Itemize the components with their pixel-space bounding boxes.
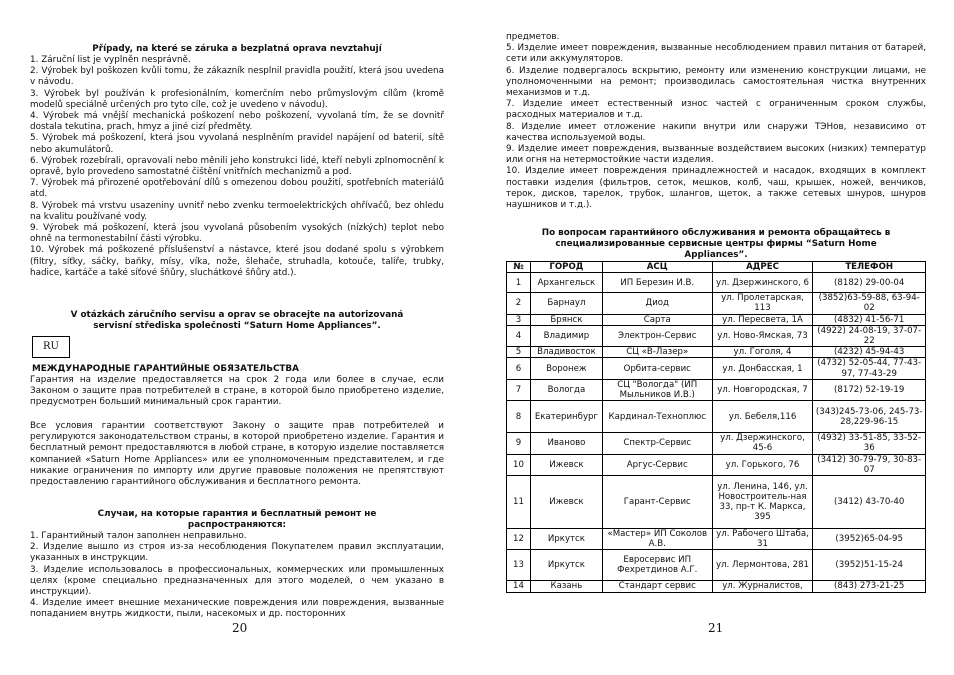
table-cell: ул. Бебеля,116 (712, 401, 813, 433)
ru-paragraph-1: Гарантия на изделие предоставляется на срок 2 года или более в случае, если Законом о защите прав потребителей в стране, в которой было приобретено изделие, предусмотрен больший минимальный срок гарантии. (30, 375, 444, 408)
column-header-phone: ТЕЛЕФОН (813, 262, 926, 273)
table-cell: Сарта (602, 314, 712, 325)
table-cell: Евросервис ИП Фехретдинов А.Г. (602, 550, 712, 581)
table-row (507, 454, 926, 475)
table-cell: ул. Дзержинского, 45-6 (712, 433, 813, 454)
table-cell: (3412) 43-70-40 (813, 476, 926, 529)
list-item: 4. Изделие имеет внешние механические повреждения или повреждения, вызванные попаданием внутрь жидкости, пыли, насекомых и др. посторонних (30, 598, 444, 620)
list-item: 9. Výrobek má poškození, která jsou vyvolaná působením vysokých (nízkých) teplot nebo ohně na termonestabilní části výrobku. (30, 223, 444, 245)
table-cell: ул. Гоголя, 4 (712, 347, 813, 358)
column-header-number: № (507, 262, 531, 273)
table-cell: ул. Рабочего Штаба, 31 (712, 529, 813, 550)
list-item: 6. Изделие подвергалось вскрытию, ремонту или изменению конструкции лицами, не уполномоченными на ремонт; производилась самостоятельная чистка внутренних механизмов и т.д. (506, 65, 926, 99)
table-cell: Ижевск (530, 476, 602, 529)
table-cell: 4 (507, 325, 531, 346)
table-cell: Орбита-сервис (602, 358, 712, 379)
list-item: 2. Výrobek byl poškozen kvůli tomu, že zákazník nesplnil pravidla použití, která jsou uvedena v návodu. (30, 66, 444, 88)
table-cell: ул. Пролетарская, 113 (712, 293, 813, 314)
table-cell: Казань (530, 581, 602, 592)
table-cell: Владимир (530, 325, 602, 346)
table-row (507, 401, 926, 433)
table-cell: (3952)51-15-24 (813, 550, 926, 581)
table-cell: ул. Ново-Ямская, 73 (712, 325, 813, 346)
service-centers-table (506, 261, 926, 593)
list-item: 1. Záruční list je vyplněn nesprávně. (30, 55, 191, 65)
table-cell: (4932) 33-51-85, 33-52-36 (813, 433, 926, 454)
column-header-center: АСЦ (602, 262, 712, 273)
ru-cases-heading: Случаи, на которые гарантия и бесплатный ремонт не распространяются: (97, 509, 377, 531)
table-cell: (4232) 45-94-43 (813, 347, 926, 358)
table-cell: (3852)63-59-88, 63-94-02 (813, 293, 926, 314)
table-body (507, 273, 926, 592)
table-cell: Владивосток (530, 347, 602, 358)
list-item: 3. Výrobek byl používán k profesionálním, komerčním nebo průmyslovým cílům (kromě modelů speciálně určených pro tyto cíle, což je uvedeno v návodu). (30, 88, 444, 110)
list-item: 5. Výrobek má poškození, která jsou vyvolaná nesplněním pravidel napájení od baterií, sítě nebo akumulátorů. (30, 133, 444, 155)
table-cell: 9 (507, 433, 531, 454)
table-cell: Иркутск (530, 550, 602, 581)
list-item: 2. Изделие вышло из строя из-за несоблюдения Покупателем правил эксплуатации, указанных в инструкции. (30, 542, 444, 564)
table-cell: Электрон-Сервис (602, 325, 712, 346)
table-cell: ул. Журналистов, (712, 581, 813, 592)
table-cell: 5 (507, 347, 531, 358)
table-cell: Спектр-Сервис (602, 433, 712, 454)
table-cell: (8172) 52-19-19 (813, 379, 926, 400)
table-cell: 1 (507, 273, 531, 293)
table-cell: 10 (507, 454, 531, 475)
table-cell: Воронеж (530, 358, 602, 379)
table-cell: 2 (507, 293, 531, 314)
table-cell: (343)245-73-06, 245-73-28,229-96-15 (813, 401, 926, 433)
table-row (507, 433, 926, 454)
table-cell: 8 (507, 401, 531, 433)
cz-list (30, 55, 444, 279)
cz-heading: Případy, na které se záruka a bezplatná oprava nevztahují (92, 44, 382, 54)
table-row (507, 581, 926, 592)
list-item: 7. Изделие имеет естественный износ частей с ограниченным сроком службы, расходных материалов и т.д. (506, 99, 926, 121)
ru-list (30, 531, 444, 621)
table-row (507, 325, 926, 346)
table-cell: (3412) 30-79-79, 30-83-07 (813, 454, 926, 475)
table-cell: Екатеринбург (530, 401, 602, 433)
list-item: 10. Изделие имеет повреждения принадлежностей и насадок, входящих в комплект поставки изделия (фильтров, сеток, мешков, колб, чаш, крышек, ножей, венчиков, терок, дисков, тарелок, трубок, шлангов, щеток, а также сетевых шнуров, шнуров наушников и т.д.). (506, 166, 926, 211)
page-number-right: 21 (708, 621, 724, 635)
table-cell: (4832) 41-56-71 (813, 314, 926, 325)
table-row (507, 529, 926, 550)
table-cell: ул. Новгородская, 7 (712, 379, 813, 400)
table-row (507, 550, 926, 581)
table-cell: ул. Дзержинского, 6 (712, 273, 813, 293)
list-item: 8. Изделие имеет отложение накипи внутри или снаружи ТЭНов, независимо от качества используемой воды. (506, 121, 926, 143)
table-row (507, 358, 926, 379)
list-item: 1. Гарантийный талон заполнен неправильно. (30, 531, 247, 541)
table-row (507, 293, 926, 314)
table-cell: 3 (507, 314, 531, 325)
table-row (507, 314, 926, 325)
table-row (507, 347, 926, 358)
table-cell: Ижевск (530, 454, 602, 475)
ru-list-continued (506, 32, 926, 211)
table-cell: ИП Березин И.В. (602, 273, 712, 293)
table-cell: 14 (507, 581, 531, 592)
list-item: 8. Výrobek má vrstvu usazeniny uvnitř nebo zvenku termoelektrických ohřívačů, bez ohledu na kvalitu používané vody. (30, 200, 444, 222)
table-cell: Аргус-Сервис (602, 454, 712, 475)
table-cell: (3952)65-04-95 (813, 529, 926, 550)
ru-paragraph-2: Все условия гарантии соответствуют Закону о защите прав потребителей и регулируются законодательством страны, в которой приобретено изделие. Гарантия и бесплатный ремонт предоставляются в любой стране, в которую изделие поставляется компанией «Saturn Home Appliances» или ее уполномоченным представителем, и где никакие ограничения по импорту или другие правовые положения не препятствуют предоставлению гарантийного обслуживания и бесплатного ремонта. (30, 421, 444, 488)
table-cell: (4922) 24-08-19, 37-07-22 (813, 325, 926, 346)
page-number-left: 20 (232, 621, 248, 635)
list-item: 5. Изделие имеет повреждения, вызванные несоблюдением правил питания от батарей, сети или аккумуляторов. (506, 43, 926, 65)
table-cell: ул. Горького, 76 (712, 454, 813, 475)
table-header-row (507, 262, 926, 273)
list-item: предметов. (506, 32, 560, 42)
table-cell: ул. Ленина, 146, ул. Новостроитель-ная 33, пр-т К. Маркса, 395 (712, 476, 813, 529)
table-cell: СЦ «В-Лазер» (602, 347, 712, 358)
table-cell: 11 (507, 476, 531, 529)
table-cell: 13 (507, 550, 531, 581)
column-header-address: АДРЕС (712, 262, 813, 273)
list-item: 3. Изделие использовалось в профессиональных, коммерческих или промышленных целях (кроме специально предназначенных для этого моделей, о чем указано в инструкции). (30, 564, 444, 598)
table-cell: (843) 273-21-25 (813, 581, 926, 592)
table-cell: 12 (507, 529, 531, 550)
table-row (507, 273, 926, 293)
ru-heading: МЕЖДУНАРОДНЫЕ ГАРАНТИЙНЫЕ ОБЯЗАТЕЛЬСТВА (32, 364, 299, 374)
table-cell: Барнаул (530, 293, 602, 314)
table-cell: ул. Лермонтова, 281 (712, 550, 813, 581)
table-cell: 7 (507, 379, 531, 400)
column-header-city: ГОРОД (530, 262, 602, 273)
table-cell: Вологда (530, 379, 602, 400)
table-cell: Гарант-Сервис (602, 476, 712, 529)
list-item: 6. Výrobek rozebírali, opravovali nebo měnili jeho konstrukci lidé, kteří nebyli zplnomocnění k opravě, bylo provedeno samostatné čištění vnitřních mechanizmů a pod. (30, 155, 444, 178)
language-badge: RU (32, 336, 70, 358)
table-cell: СЦ "Вологда" (ИП Мыльников И.В.) (602, 379, 712, 400)
table-cell: Иркутск (530, 529, 602, 550)
table-cell: Иваново (530, 433, 602, 454)
table-cell: Брянск (530, 314, 602, 325)
list-item: 7. Výrobek má přirozené opotřebování dílů s omezenou dobou použití, spotřebních materiálů atd. (30, 178, 444, 200)
table-cell: 6 (507, 358, 531, 379)
cz-service-heading: V otázkách záručního servisu a oprav se obracejte na autorizovaná servisní střediska společnosti “Saturn Home Appliances”. (70, 310, 404, 332)
table-cell: Архангельск (530, 273, 602, 293)
table-row (507, 476, 926, 529)
table-cell: Диод (602, 293, 712, 314)
list-item: 10. Výrobek má poškozené příslušenství a nástavce, které jsou dodané spolu s výrobkem (filtry, síťky, sáčky, baňky, mísy, víka, nože, šlehače, struhadla, kotoučе, talíře, trubky, hadice, kartáče a také síťové šňůry, sluchátkové šňůry atd.). (30, 245, 444, 278)
table-cell: (8182) 29-00-04 (813, 273, 926, 293)
service-heading: По вопросам гарантийного обслуживания и ремонта обращайтесь в специализированные сервисные центры фирмы “Saturn Home Appliances”. (541, 228, 891, 261)
list-item: 4. Výrobek má vnější mechanická poškození nebo poškození, vyvolaná tím, že se dovnitř dostala tekutina, prach, hmyz a jiné cizí předměty. (30, 111, 444, 133)
table-cell: «Мастер» ИП Соколов А.В. (602, 529, 712, 550)
list-item: 9. Изделие имеет повреждения, вызванные воздействием высоких (низких) температур или огня на нетермостойкие части изделия. (506, 144, 926, 166)
table-cell: ул. Донбасская, 1 (712, 358, 813, 379)
table-cell: Кардинал-Технoплюс (602, 401, 712, 433)
table-cell: ул. Пересвета, 1А (712, 314, 813, 325)
table-row (507, 379, 926, 400)
table-cell: Стандарт сервис (602, 581, 712, 592)
table-cell: (4732) 52-05-44, 77-43-97, 77-43-29 (813, 358, 926, 379)
